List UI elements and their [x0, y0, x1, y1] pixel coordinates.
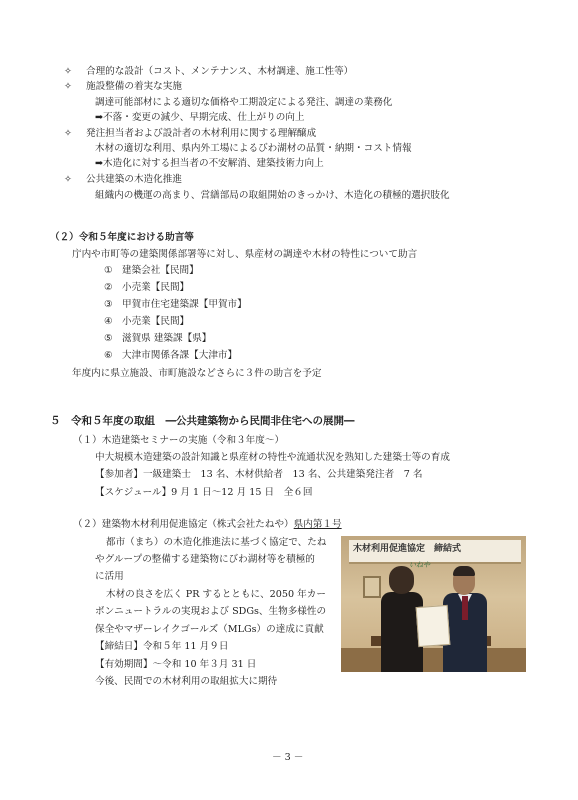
bullet-detail: 調達可能部材による適切な価格や工期設定による発注、調達の業務化: [95, 97, 393, 108]
section-intro: 庁内や市町等の建築関係部署等に対し、県産材の調達や木材の特性について助言: [72, 249, 418, 260]
list-item: 滋賀県 建築課【県】: [122, 333, 212, 344]
bullet-mark-icon: ✧: [64, 66, 73, 77]
ceremony-banner-text: 木材利用促進協定 締結式: [353, 544, 462, 554]
subsection-heading-main: （２）建築物木材利用促進協定（株式会社たねや）: [73, 519, 294, 530]
person-left-head: [389, 566, 414, 594]
agreement-text: やグループの整備する建築物にびわ湖材等を積極的: [95, 554, 315, 565]
list-item: 小売業【民間】: [122, 282, 190, 293]
schedule-line: 【スケジュール】9 月 1 日～12 月 15 日 全６回: [95, 487, 313, 498]
bullet-title: 発注担当者および設計者の木材利用に関する理解醸成: [86, 128, 317, 139]
bullet-detail: ➡木造化に対する担当者の不安解消、建築技術力向上: [95, 158, 324, 169]
bullet-title: 公共建築の木造化推進: [86, 174, 182, 185]
section5-heading: ５ 令和５年度の取組 ―公共建築物から民間非住宅への展開―: [50, 415, 355, 427]
subsection-heading: （１）木造建築セミナーの実施（令和３年度～）: [73, 435, 285, 446]
bullet-mark-icon: ✧: [64, 174, 73, 185]
agreement-document: [416, 605, 451, 647]
list-item-number: ①: [104, 265, 113, 276]
list-item-number: ④: [104, 316, 113, 327]
bullet-mark-icon: ✧: [64, 81, 73, 92]
validity-period: 【有効期間】～令和 10 年３月 31 日: [95, 659, 257, 670]
agreement-text: 今後、民間での木材利用の取組拡大に期待: [95, 676, 278, 687]
list-item-number: ⑥: [104, 350, 113, 361]
list-item-number: ③: [104, 299, 113, 310]
person-right-hair: [453, 566, 475, 576]
list-item-number: ②: [104, 282, 113, 293]
bullet-title: 施設整備の着実な実施: [86, 81, 182, 92]
first-in-prefecture-label: 県内第１号: [293, 519, 342, 530]
bullet-detail: 組織内の機運の高まり、営繕部局の取組開始のきっかけ、木造化の積極的選択肢化: [95, 190, 450, 201]
signing-ceremony-photo: [341, 536, 526, 672]
list-item: 甲賀市住宅建築課【甲賀市】: [122, 299, 247, 310]
person-right-tie: [462, 596, 468, 620]
agreement-text: 保全やマザーレイクゴールズ（MLGs）の達成に貢献: [95, 624, 324, 635]
agreement-text: に活用: [95, 571, 124, 582]
list-item: 大津市関係各課【大津市】: [122, 350, 238, 361]
company-logo: いねや: [409, 561, 430, 569]
list-item-number: ⑤: [104, 333, 113, 344]
subsection-heading: [73, 520, 342, 530]
agreement-text: ボンニュートラルの実現および SDGs、生物多様性の: [95, 606, 327, 617]
participants-line: 【参加者】一級建築士 13 名、木材供給者 13 名、公共建築発注者 7 名: [95, 469, 423, 480]
list-item: 小売業【民間】: [122, 316, 190, 327]
wall-frame: [363, 576, 381, 598]
bullet-detail: 木材の適切な利用、県内外工場によるびわ湖材の品質・納期・コスト情報: [95, 143, 412, 154]
agreement-text: 都市（まち）の木造化推進法に基づく協定で、たね: [106, 537, 327, 548]
bullet-mark-icon: ✧: [64, 128, 73, 139]
bullet-detail: ➡不落・変更の減少、早期完成、仕上がりの向上: [95, 112, 305, 123]
agreement-text: 木材の良さを広く PR するとともに、2050 年カー: [106, 589, 326, 600]
subsection-text: 中大規模木造建築の設計知識と県産材の特性や流通状況を熟知した建築士等の育成: [95, 452, 450, 463]
photo-floor: [341, 648, 526, 672]
page-number: － 3 －: [272, 752, 304, 763]
section-closing: 年度内に県立施設、市町施設などさらに３件の助言を予定: [72, 368, 322, 379]
bullet-title: 合理的な設計（コスト、メンテナンス、木材調達、施工性等）: [86, 66, 354, 77]
list-item: 建築会社【民間】: [122, 265, 199, 276]
section-heading: （２）令和５年度における助言等: [50, 232, 194, 243]
signing-date: 【締結日】令和５年 11 月９日: [95, 641, 229, 652]
